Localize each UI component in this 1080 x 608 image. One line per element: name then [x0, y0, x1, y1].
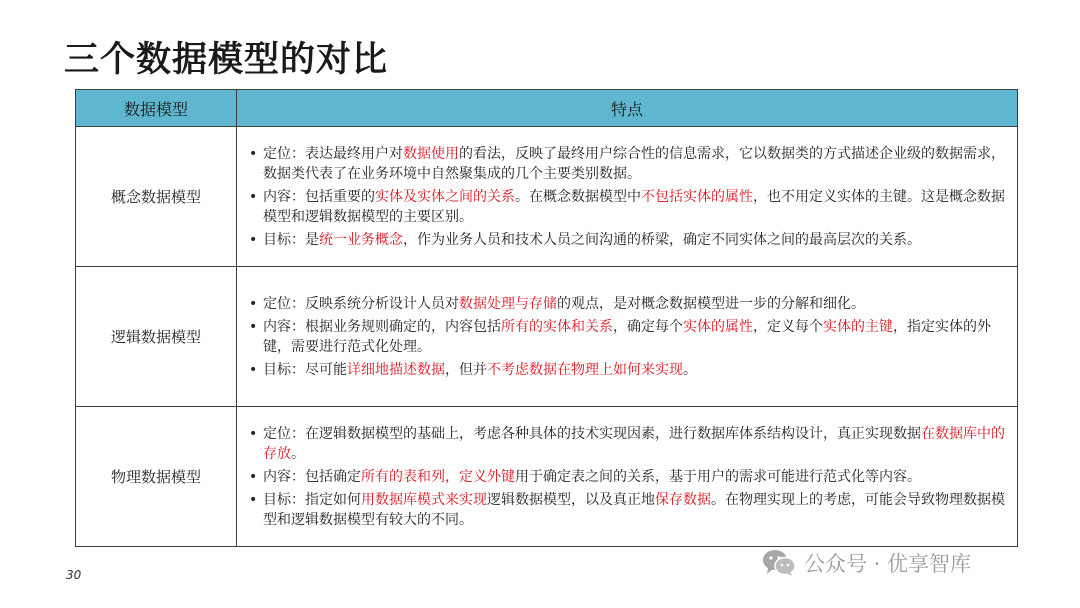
feature-point — [247, 294, 1007, 314]
feature-list — [247, 144, 1007, 250]
point-text: 目标：指定如何 — [263, 491, 361, 508]
point-text: 定位：反映系统分析设计人员对 — [263, 295, 459, 312]
highlight-text: 所有的表和列，定义外键 — [361, 468, 515, 485]
feature-point — [247, 424, 1007, 464]
comparison-table — [75, 89, 1018, 547]
watermark-text: 公众号 · 优享智库 — [804, 552, 972, 576]
point-text: ，定义每个 — [753, 318, 823, 335]
highlight-text: 在数据库中的存放 — [263, 425, 1005, 462]
feature-point — [247, 360, 1007, 380]
highlight-text: 不包括实体的属性 — [641, 188, 753, 205]
feature-list — [247, 424, 1007, 530]
table-row — [76, 407, 1018, 547]
features-cell — [237, 407, 1018, 547]
point-text: 的观点，是对概念数据模型进一步的分解和细化。 — [557, 295, 865, 312]
feature-point — [247, 187, 1007, 227]
feature-point — [247, 467, 1007, 487]
point-text: 内容：根据业务规则确定的，内容包括 — [263, 318, 501, 335]
highlight-text: 所有的实体和关系 — [501, 318, 613, 335]
point-text: 。在物理实现上的考虑，可能会导致物理数据模型和逻辑数据模型有较大的不同。 — [263, 491, 1005, 528]
point-text: 的看法，反映了最终用户综合性的信息需求，它以数据类的方式描述企业级的数据需求，数据类代表了在业务环境中自然聚集成的几个主要类别数据。 — [263, 145, 1005, 182]
table-row — [76, 267, 1018, 407]
point-text: 内容：包括重要的 — [263, 188, 375, 205]
feature-point — [247, 490, 1007, 530]
point-text: ，确定每个 — [613, 318, 683, 335]
point-text: 。 — [291, 445, 305, 462]
point-text: 逻辑数据模型，以及真正地 — [487, 491, 655, 508]
point-text: 定位：表达最终用户对 — [263, 145, 403, 162]
table-row — [76, 127, 1018, 267]
highlight-text: 实体的属性 — [683, 318, 753, 335]
feature-point — [247, 317, 1007, 357]
watermark — [762, 548, 971, 578]
point-text: ，指定实体的外键，需要进行范式化处理。 — [263, 318, 991, 355]
feature-point — [247, 144, 1007, 184]
highlight-text: 保存数据 — [655, 491, 711, 508]
model-name-cell: 逻辑数据模型 — [76, 267, 237, 407]
point-text: 目标：是 — [263, 231, 319, 248]
header-features: 特点 — [237, 90, 1018, 127]
feature-list — [247, 294, 1007, 380]
page-number: 30 — [66, 568, 82, 582]
feature-point — [247, 230, 1007, 250]
point-text: ，作为业务人员和技术人员之间沟通的桥梁，确定不同实体之间的最高层次的关系。 — [403, 231, 921, 248]
point-text: 定位：在逻辑数据模型的基础上，考虑各种具体的技术实现因素，进行数据库体系结构设计，真正实现数据 — [263, 425, 921, 442]
highlight-text: 数据处理与存储 — [459, 295, 557, 312]
point-text: 。在概念数据模型中 — [515, 188, 641, 205]
header-model: 数据模型 — [76, 90, 237, 127]
point-text: 用于确定表之间的关系，基于用户的需求可能进行范式化等内容。 — [515, 468, 921, 485]
highlight-text: 实体及实体之间的关系 — [375, 188, 515, 205]
point-text: ，也不用定义实体的主键。这是概念数据模型和逻辑数据模型的主要区别。 — [263, 188, 1005, 225]
point-text: 内容：包括确定 — [263, 468, 361, 485]
point-text: ，但并 — [445, 361, 487, 378]
table-header-row — [76, 90, 1018, 127]
page-title: 三个数据模型的对比 — [64, 40, 389, 80]
features-cell — [237, 267, 1018, 407]
wechat-icon — [762, 549, 796, 577]
model-name-cell: 概念数据模型 — [76, 127, 237, 267]
highlight-text: 不考虑数据在物理上如何来实现 — [487, 361, 683, 378]
highlight-text: 数据使用 — [403, 145, 459, 162]
point-text: 目标：尽可能 — [263, 361, 347, 378]
highlight-text: 实体的主键 — [823, 318, 893, 335]
highlight-text: 统一业务概念 — [319, 231, 403, 248]
point-text: 。 — [683, 361, 697, 378]
model-name-cell: 物理数据模型 — [76, 407, 237, 547]
highlight-text: 详细地描述数据 — [347, 361, 445, 378]
features-cell — [237, 127, 1018, 267]
highlight-text: 用数据库模式来实现 — [361, 491, 487, 508]
